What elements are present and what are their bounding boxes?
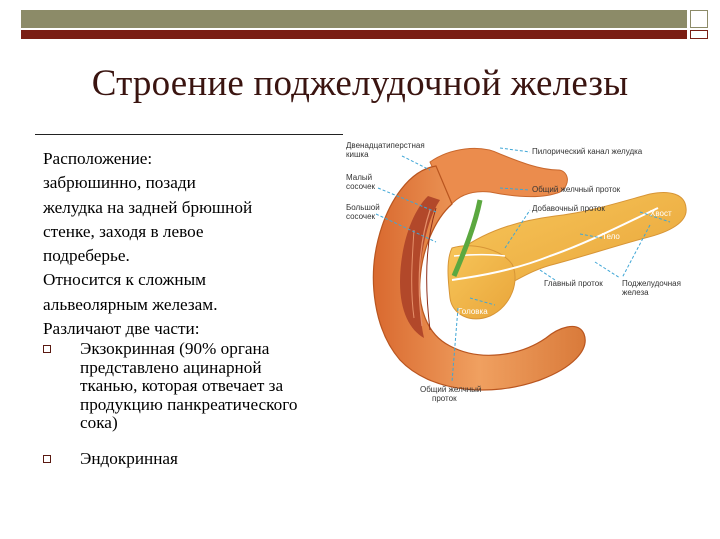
bullet-line: представлено ацинарной [80,357,262,377]
label-common-bile-bottom-2: проток [432,394,457,403]
label-common-bile-bottom: Общий желчный [420,385,482,394]
bullet-line: тканью, которая отвечает за [80,376,284,395]
bullet-item-endocrine [43,450,343,469]
body-line: Расположение: [43,149,153,168]
square-bullet-icon [43,345,51,353]
label-major-papilla-2: сосочек [346,212,376,221]
slide-title: Строение поджелудочной железы [91,63,629,104]
body-line: Различают две части: [43,319,200,339]
label-main-duct: Главный проток [544,279,603,288]
body-line: Относится к сложным [43,270,207,290]
header-square-olive [690,10,708,28]
label-common-bile: Общий желчный проток [532,185,621,194]
bullet-line: продукцию панкреатического [80,394,298,414]
label-minor-papilla: Малый [346,173,373,182]
label-duodenum: Двенадцатиперстная [346,141,425,150]
label-body: Тело [602,232,620,241]
header-square-maroon [690,30,708,39]
bullet-item-exocrine [43,340,343,433]
header-bar-olive [21,10,687,28]
header-bar-maroon [21,30,687,39]
label-accessory-duct: Добавочный проток [532,204,605,213]
label-minor-papilla-2: сосочек [346,182,376,191]
body-text [43,147,343,341]
label-major-papilla: Большой [346,203,380,212]
body-line: желудка на задней брюшной [43,197,253,217]
label-pancreas: Поджелудочная [622,279,681,288]
pancreas-svg [340,130,715,410]
bullet-line: Эндокринная [80,448,178,468]
body-line: подреберье. [43,246,130,266]
bullet-list [43,340,343,485]
label-tail: Хвост [650,209,672,218]
body-line: альвеолярным железам. [43,294,218,314]
body-line: забрюшинно, позади [43,173,196,193]
stomach-shape [430,148,567,206]
label-duodenum-2: кишка [346,150,369,159]
label-pyloric: Пилорический канал желудка [532,147,643,156]
bullet-line: Экзокринная (90% органа [80,339,270,358]
label-head: Головка [458,307,488,316]
title-divider [35,134,343,135]
bullet-line: сока) [80,413,118,432]
square-bullet-icon [43,455,51,463]
label-pancreas-2: железа [622,288,649,297]
pancreas-illustration [340,130,715,410]
body-line: стенке, заходя в левое [43,221,204,241]
